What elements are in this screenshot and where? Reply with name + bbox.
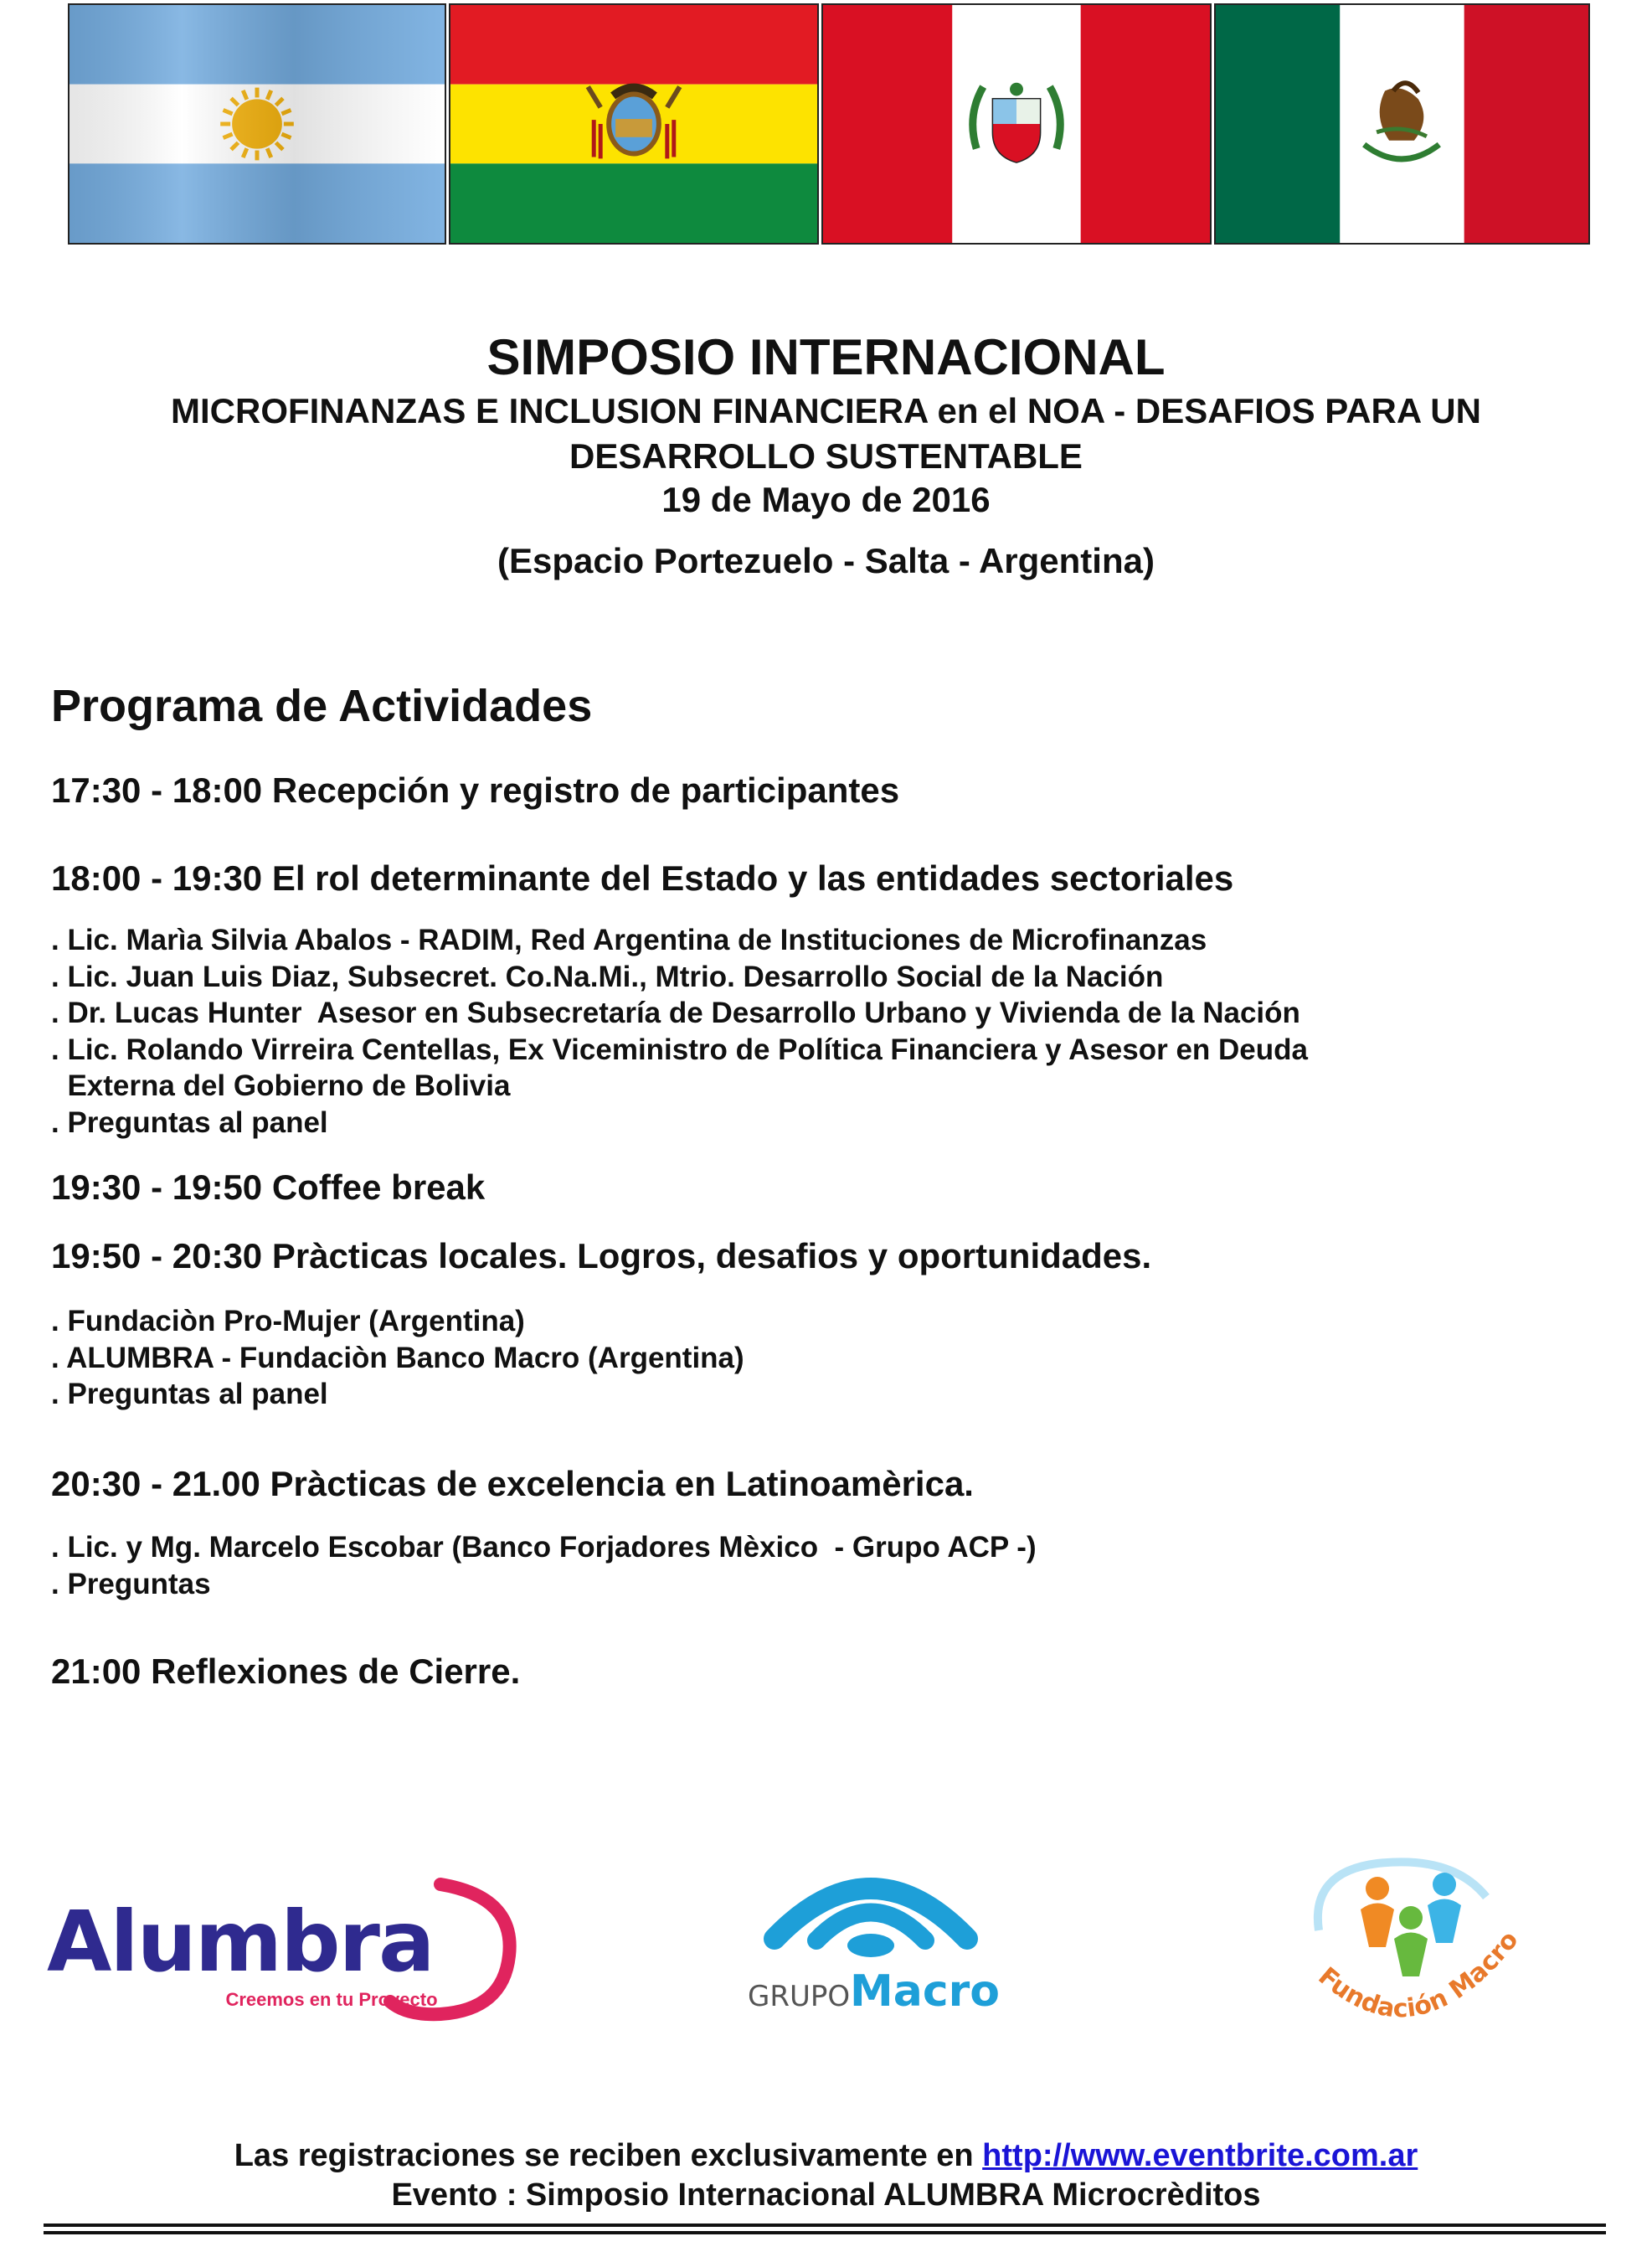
svg-text:Macro: Macro (850, 1966, 1001, 2017)
list-item: . Lic. Juan Luis Diaz, Subsecret. Co.Na.Mi., Mtrio. Desarrollo Social de la Nación (51, 960, 1164, 993)
svg-text:GRUPO: GRUPO (748, 1980, 851, 2013)
eventbrite-link[interactable]: http://www.eventbrite.com.ar (982, 2138, 1418, 2173)
slot-state-role: 18:00 - 19:30 El rol determinante del Estado y las entidades sectoriales (51, 858, 1234, 898)
fundacion-macro-logo (1285, 1838, 1536, 2039)
slot-closing: 21:00 Reflexiones de Cierre. (51, 1652, 521, 1691)
bolivia-flag (449, 3, 819, 245)
slot-reception: 17:30 - 18:00 Recepción y registro de participantes (51, 770, 900, 810)
svg-text:Fundación Macro: Fundación Macro (1312, 1925, 1525, 2024)
slot-excellence-practices: 20:30 - 21.00 Pràcticas de excelencia en Latinoamèrica. (51, 1464, 974, 1503)
registration-note-text: Las registraciones se reciben exclusivamente en (234, 2138, 983, 2173)
alumbra-logo (47, 1863, 524, 2031)
event-subtitle: MICROFINANZAS E INCLUSION FINANCIERA en el NOA - DESAFIOS PARA UN DESARROLLO SUSTENTABLE (171, 391, 1481, 476)
svg-text:Alumbra: Alumbra (47, 1893, 434, 1991)
list-item: . ALUMBRA - Fundaciòn Banco Macro (Argentina) (51, 1341, 744, 1374)
list-item: . Lic. y Mg. Marcelo Escobar (Banco Forjadores Mèxico - Grupo ACP -) (51, 1531, 1037, 1564)
list-item: . Preguntas (51, 1567, 211, 1600)
list-item: . Fundaciòn Pro-Mujer (Argentina) (51, 1305, 525, 1337)
event-name-note: Evento : Simposio Internacional ALUMBRA Microcrèditos (391, 2177, 1261, 2213)
slot-excellence-practices-items (51, 1529, 1592, 1602)
event-venue: (Espacio Portezuelo - Salta - Argentina) (497, 541, 1155, 580)
registration-note (0, 2136, 1652, 2176)
svg-text:Creemos en tu Proyecto: Creemos en tu Proyecto (225, 1989, 438, 2010)
event-title: SIMPOSIO INTERNACIONAL (486, 329, 1166, 385)
list-item: . Dr. Lucas Hunter Asesor en Subsecretaría de Desarrollo Urbano y Vivienda de la Nación (51, 997, 1300, 1029)
footer-divider-top (44, 2224, 1606, 2227)
list-item: . Preguntas al panel (51, 1105, 328, 1139)
flags-banner (68, 3, 1590, 245)
program-heading: Programa de Actividades (51, 681, 593, 731)
slot-local-practices-items (51, 1303, 1592, 1413)
list-item: . Preguntas al panel (51, 1378, 328, 1410)
slot-state-role-items (51, 922, 1592, 1141)
slot-coffee-break: 19:30 - 19:50 Coffee break (51, 1167, 486, 1207)
list-item: Externa del Gobierno de Bolivia (51, 1069, 511, 1102)
grupo-macro-logo (724, 1847, 1017, 2023)
mexico-flag (1214, 3, 1590, 245)
footer-divider-bottom (44, 2231, 1606, 2234)
list-item: . Lic. Marìa Silvia Abalos - RADIM, Red Argentina de Instituciones de Microfinanzas (51, 924, 1207, 956)
peru-flag (821, 3, 1212, 245)
slot-local-practices: 19:50 - 20:30 Pràcticas locales. Logros, desafios y oportunidades. (51, 1236, 1152, 1275)
event-date: 19 de Mayo de 2016 (661, 480, 991, 519)
argentina-flag (68, 3, 446, 245)
list-item: . Lic. Rolando Virreira Centellas, Ex Viceministro de Política Financiera y Asesor en Deuda (51, 1033, 1309, 1066)
